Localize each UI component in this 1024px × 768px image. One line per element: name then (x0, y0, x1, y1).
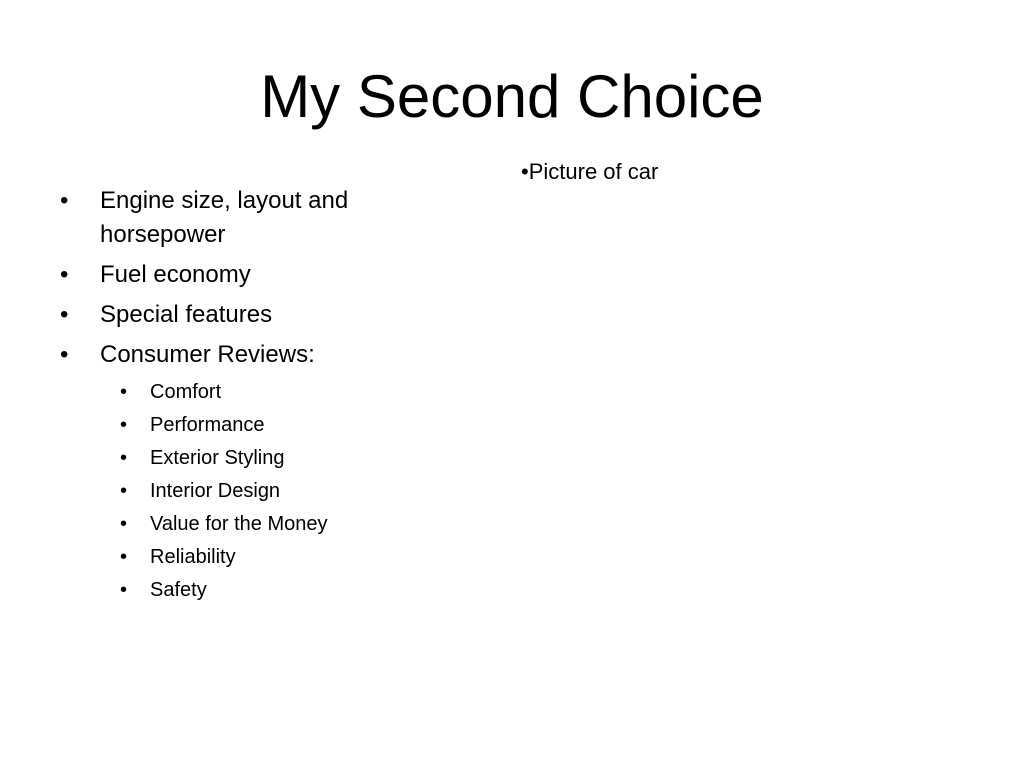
sub-list-item (120, 477, 520, 505)
sub-list-item-label: Safety (150, 579, 207, 601)
list-item (60, 258, 460, 292)
review-sub-list (120, 378, 520, 604)
bullet-icon: • (60, 187, 69, 214)
bullet-icon: • (120, 513, 128, 535)
list-item-label: Special features (100, 301, 273, 328)
bullet-icon: • (120, 447, 128, 469)
list-item (60, 184, 460, 252)
list-item-label: Consumer Reviews: (100, 341, 315, 368)
bullet-icon: • (120, 480, 128, 502)
sub-list-item-label: Value for the Money (150, 513, 328, 535)
list-item (60, 298, 460, 332)
sub-list-item-label: Exterior Styling (150, 447, 285, 469)
bullet-icon: • (120, 546, 128, 568)
bullet-icon: • (120, 579, 128, 601)
sub-list-item (120, 444, 520, 472)
sub-list-item (120, 543, 520, 571)
sub-list-item (120, 378, 520, 406)
sub-list-item (120, 576, 520, 604)
list-item (60, 338, 460, 372)
main-bullet-list (60, 184, 460, 372)
slide-title: My Second Choice (260, 63, 764, 130)
bullet-icon: • (60, 301, 69, 328)
sub-list-item (120, 411, 520, 439)
sub-list-item-label: Performance (150, 414, 265, 436)
bullet-icon: • (60, 261, 69, 288)
list-item-label: Fuel economy (100, 261, 251, 288)
picture-placeholder-text: •Picture of car (521, 159, 659, 184)
sub-list-item-label: Reliability (150, 546, 236, 568)
bullet-icon: • (60, 341, 69, 368)
bullet-icon: • (120, 381, 128, 403)
sub-list-item (120, 510, 520, 538)
sub-list-item-label: Comfort (150, 381, 222, 403)
list-item-label: Engine size, layout and horsepower (100, 187, 349, 248)
bullet-icon: • (120, 414, 128, 436)
right-content (521, 158, 658, 186)
left-content (60, 184, 460, 609)
sub-list-item-label: Interior Design (150, 480, 281, 502)
